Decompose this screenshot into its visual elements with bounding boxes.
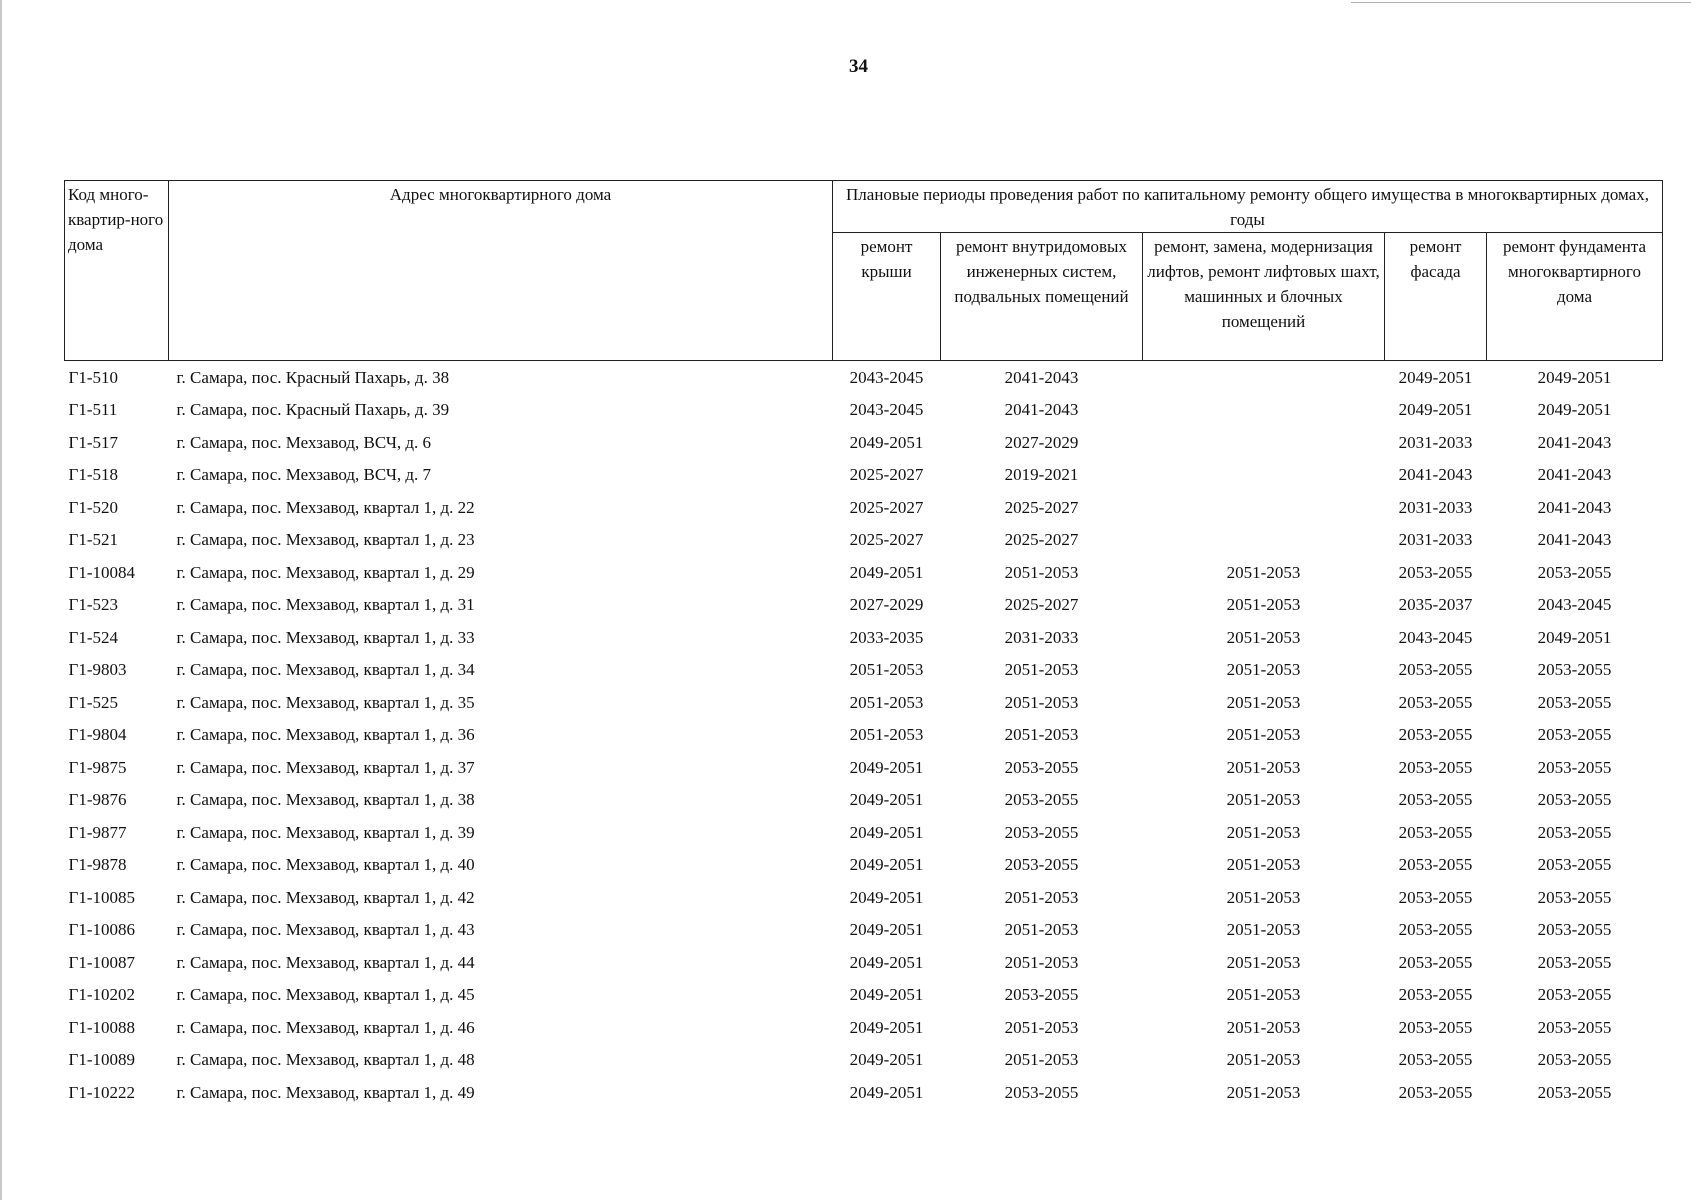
cell-code: Г1-525 — [68, 692, 118, 712]
cell-engineering: 2051-2053 — [1004, 562, 1079, 582]
cell-facade: 2043-2045 — [1398, 627, 1473, 647]
cell-code: Г1-517 — [68, 432, 118, 452]
cell-elevators: 2051-2053 — [1226, 757, 1301, 777]
cell-code: Г1-511 — [68, 400, 118, 420]
cell-roof: 2049-2051 — [849, 887, 924, 907]
cell-address: г. Самара, пос. Мехзавод, квартал 1, д. 35 — [176, 692, 475, 712]
cell-engineering: 2051-2053 — [1004, 952, 1079, 972]
cell-code: Г1-510 — [68, 367, 118, 387]
cell-address: г. Самара, пос. Мехзавод, квартал 1, д. 48 — [176, 1050, 475, 1070]
page-edge — [0, 0, 2, 1200]
cell-code: Г1-10088 — [68, 1017, 135, 1037]
cell-elevators: 2051-2053 — [1226, 1082, 1301, 1102]
table-header — [65, 181, 1663, 361]
cell-code: Г1-10085 — [68, 887, 135, 907]
cell-code: Г1-524 — [68, 627, 118, 647]
cell-foundation: 2049-2051 — [1537, 627, 1612, 647]
cell-code: Г1-10086 — [68, 920, 135, 940]
cell-code: Г1-521 — [68, 530, 118, 550]
table-row — [65, 394, 1663, 427]
cell-facade: 2053-2055 — [1398, 790, 1473, 810]
cell-foundation: 2049-2051 — [1537, 367, 1612, 387]
cell-foundation: 2053-2055 — [1537, 1017, 1612, 1037]
table-row — [65, 849, 1663, 882]
table-row — [65, 914, 1663, 947]
table-row — [65, 719, 1663, 752]
cell-facade: 2053-2055 — [1398, 1017, 1473, 1037]
table-row — [65, 491, 1663, 524]
table-row — [65, 816, 1663, 849]
cell-code: Г1-9875 — [68, 757, 127, 777]
cell-foundation: 2053-2055 — [1537, 822, 1612, 842]
page-number: 34 — [849, 56, 868, 77]
table-row — [65, 621, 1663, 654]
cell-address: г. Самара, пос. Мехзавод, квартал 1, д. 31 — [176, 595, 475, 615]
cell-foundation: 2041-2043 — [1537, 497, 1612, 517]
cell-address: г. Самара, пос. Мехзавод, квартал 1, д. 43 — [176, 920, 475, 940]
table-row — [65, 524, 1663, 557]
cell-foundation: 2053-2055 — [1537, 920, 1612, 940]
table-row — [65, 881, 1663, 914]
cell-engineering: 2051-2053 — [1004, 887, 1079, 907]
table-row — [65, 459, 1663, 492]
cell-roof: 2043-2045 — [849, 367, 924, 387]
cell-address: г. Самара, пос. Мехзавод, квартал 1, д. 49 — [176, 1082, 475, 1102]
cell-address: г. Самара, пос. Мехзавод, ВСЧ, д. 6 — [176, 432, 432, 452]
cell-facade: 2031-2033 — [1398, 497, 1473, 517]
cell-elevators: 2051-2053 — [1226, 660, 1301, 680]
cell-code: Г1-10087 — [68, 952, 135, 972]
cell-elevators — [1143, 426, 1385, 459]
cell-code: Г1-9877 — [68, 822, 127, 842]
cell-engineering: 2053-2055 — [1004, 790, 1079, 810]
header-roof: ремонт крыши — [833, 233, 941, 361]
scan-artifact-line — [1351, 2, 1691, 3]
cell-roof: 2033-2035 — [849, 627, 924, 647]
cell-address: г. Самара, пос. Мехзавод, квартал 1, д. 40 — [176, 855, 475, 875]
cell-address: г. Самара, пос. Мехзавод, квартал 1, д. 34 — [176, 660, 475, 680]
header-address: Адрес многоквартирного дома — [169, 181, 833, 361]
cell-address: г. Самара, пос. Мехзавод, квартал 1, д. 42 — [176, 887, 475, 907]
repair-schedule-table — [64, 180, 1663, 1109]
cell-elevators — [1143, 459, 1385, 492]
table-row — [65, 1076, 1663, 1109]
cell-foundation: 2053-2055 — [1537, 952, 1612, 972]
cell-elevators: 2051-2053 — [1226, 1017, 1301, 1037]
cell-code: Г1-10084 — [68, 562, 135, 582]
cell-engineering: 2027-2029 — [1004, 432, 1079, 452]
table-row — [65, 686, 1663, 719]
header-foundation: ремонт фундамента многоквартирного дома — [1487, 233, 1663, 361]
cell-elevators: 2051-2053 — [1226, 595, 1301, 615]
cell-foundation: 2053-2055 — [1537, 887, 1612, 907]
cell-facade: 2031-2033 — [1398, 530, 1473, 550]
cell-foundation: 2053-2055 — [1537, 1050, 1612, 1070]
cell-facade: 2049-2051 — [1398, 400, 1473, 420]
cell-roof: 2049-2051 — [849, 757, 924, 777]
cell-engineering: 2025-2027 — [1004, 497, 1079, 517]
cell-elevators: 2051-2053 — [1226, 855, 1301, 875]
cell-address: г. Самара, пос. Мехзавод, квартал 1, д. 33 — [176, 627, 475, 647]
cell-facade: 2053-2055 — [1398, 855, 1473, 875]
cell-address: г. Самара, пос. Мехзавод, квартал 1, д. 44 — [176, 952, 475, 972]
cell-engineering: 2053-2055 — [1004, 757, 1079, 777]
cell-code: Г1-523 — [68, 595, 118, 615]
cell-address: г. Самара, пос. Мехзавод, квартал 1, д. 29 — [176, 562, 475, 582]
header-facade: ремонт фасада — [1385, 233, 1487, 361]
cell-facade: 2049-2051 — [1398, 367, 1473, 387]
cell-facade: 2053-2055 — [1398, 920, 1473, 940]
cell-roof: 2049-2051 — [849, 1050, 924, 1070]
cell-address: г. Самара, пос. Мехзавод, квартал 1, д. 38 — [176, 790, 475, 810]
cell-roof: 2051-2053 — [849, 692, 924, 712]
cell-roof: 2049-2051 — [849, 1082, 924, 1102]
cell-facade: 2041-2043 — [1398, 465, 1473, 485]
cell-elevators: 2051-2053 — [1226, 920, 1301, 940]
header-engineering: ремонт внутридомовых инженерных систем, подвальных помещений — [941, 233, 1143, 361]
cell-code: Г1-9804 — [68, 725, 127, 745]
cell-engineering: 2051-2053 — [1004, 1050, 1079, 1070]
cell-elevators — [1143, 394, 1385, 427]
cell-facade: 2053-2055 — [1398, 952, 1473, 972]
header-periods-group: Плановые периоды проведения работ по капитальному ремонту общего имущества в многоквартирных домах, годы — [833, 181, 1663, 233]
table-row — [65, 1044, 1663, 1077]
cell-foundation: 2053-2055 — [1537, 790, 1612, 810]
cell-engineering: 2051-2053 — [1004, 920, 1079, 940]
cell-engineering: 2019-2021 — [1004, 465, 1079, 485]
table-body — [65, 361, 1663, 1109]
cell-roof: 2049-2051 — [849, 562, 924, 582]
cell-roof: 2049-2051 — [849, 790, 924, 810]
table-row — [65, 979, 1663, 1012]
cell-code: Г1-10089 — [68, 1050, 135, 1070]
cell-elevators: 2051-2053 — [1226, 887, 1301, 907]
cell-roof: 2025-2027 — [849, 497, 924, 517]
cell-address: г. Самара, пос. Мехзавод, квартал 1, д. 36 — [176, 725, 475, 745]
cell-facade: 2031-2033 — [1398, 432, 1473, 452]
cell-address: г. Самара, пос. Мехзавод, квартал 1, д. 22 — [176, 497, 475, 517]
cell-engineering: 2051-2053 — [1004, 725, 1079, 745]
table-row — [65, 751, 1663, 784]
table-row — [65, 556, 1663, 589]
cell-code: Г1-9803 — [68, 660, 127, 680]
cell-foundation: 2053-2055 — [1537, 985, 1612, 1005]
cell-roof: 2051-2053 — [849, 725, 924, 745]
cell-facade: 2053-2055 — [1398, 822, 1473, 842]
cell-roof: 2049-2051 — [849, 855, 924, 875]
cell-roof: 2025-2027 — [849, 465, 924, 485]
table-row — [65, 654, 1663, 687]
cell-elevators: 2051-2053 — [1226, 562, 1301, 582]
cell-code: Г1-520 — [68, 497, 118, 517]
cell-engineering: 2053-2055 — [1004, 855, 1079, 875]
cell-code: Г1-10202 — [68, 985, 135, 1005]
cell-elevators: 2051-2053 — [1226, 822, 1301, 842]
cell-roof: 2049-2051 — [849, 985, 924, 1005]
cell-foundation: 2053-2055 — [1537, 692, 1612, 712]
cell-facade: 2053-2055 — [1398, 1082, 1473, 1102]
cell-foundation: 2053-2055 — [1537, 725, 1612, 745]
cell-address: г. Самара, пос. Мехзавод, квартал 1, д. 39 — [176, 822, 475, 842]
cell-roof: 2049-2051 — [849, 822, 924, 842]
cell-foundation: 2053-2055 — [1537, 660, 1612, 680]
cell-facade: 2053-2055 — [1398, 660, 1473, 680]
table-row — [65, 426, 1663, 459]
cell-foundation: 2041-2043 — [1537, 465, 1612, 485]
cell-engineering: 2053-2055 — [1004, 822, 1079, 842]
cell-code: Г1-10222 — [68, 1082, 135, 1102]
table-row — [65, 784, 1663, 817]
cell-engineering: 2025-2027 — [1004, 530, 1079, 550]
table-row — [65, 361, 1663, 394]
cell-engineering: 2025-2027 — [1004, 595, 1079, 615]
cell-engineering: 2053-2055 — [1004, 1082, 1079, 1102]
cell-facade: 2053-2055 — [1398, 562, 1473, 582]
cell-foundation: 2053-2055 — [1537, 562, 1612, 582]
cell-roof: 2043-2045 — [849, 400, 924, 420]
cell-engineering: 2051-2053 — [1004, 660, 1079, 680]
cell-engineering: 2051-2053 — [1004, 1017, 1079, 1037]
cell-code: Г1-9876 — [68, 790, 127, 810]
cell-roof: 2049-2051 — [849, 920, 924, 940]
cell-engineering: 2031-2033 — [1004, 627, 1079, 647]
cell-facade: 2035-2037 — [1398, 595, 1473, 615]
cell-engineering: 2051-2053 — [1004, 692, 1079, 712]
cell-roof: 2049-2051 — [849, 952, 924, 972]
cell-foundation: 2053-2055 — [1537, 855, 1612, 875]
cell-foundation: 2049-2051 — [1537, 400, 1612, 420]
cell-elevators — [1143, 524, 1385, 557]
cell-elevators — [1143, 491, 1385, 524]
cell-address: г. Самара, пос. Мехзавод, квартал 1, д. 37 — [176, 757, 475, 777]
cell-elevators: 2051-2053 — [1226, 790, 1301, 810]
cell-facade: 2053-2055 — [1398, 1050, 1473, 1070]
cell-address: г. Самара, пос. Мехзавод, ВСЧ, д. 7 — [176, 465, 432, 485]
table-row — [65, 589, 1663, 622]
cell-foundation: 2053-2055 — [1537, 1082, 1612, 1102]
cell-foundation: 2043-2045 — [1537, 595, 1612, 615]
cell-foundation: 2053-2055 — [1537, 757, 1612, 777]
cell-elevators: 2051-2053 — [1226, 952, 1301, 972]
cell-roof: 2049-2051 — [849, 432, 924, 452]
cell-engineering: 2041-2043 — [1004, 400, 1079, 420]
cell-engineering: 2041-2043 — [1004, 367, 1079, 387]
cell-elevators: 2051-2053 — [1226, 627, 1301, 647]
cell-facade: 2053-2055 — [1398, 887, 1473, 907]
cell-address: г. Самара, пос. Красный Пахарь, д. 38 — [176, 367, 450, 387]
header-code: Код много-квартир-ного дома — [65, 181, 169, 361]
cell-roof: 2027-2029 — [849, 595, 924, 615]
cell-elevators — [1143, 361, 1385, 394]
cell-foundation: 2041-2043 — [1537, 530, 1612, 550]
cell-address: г. Самара, пос. Мехзавод, квартал 1, д. 45 — [176, 985, 475, 1005]
cell-elevators: 2051-2053 — [1226, 1050, 1301, 1070]
cell-facade: 2053-2055 — [1398, 757, 1473, 777]
cell-facade: 2053-2055 — [1398, 725, 1473, 745]
cell-foundation: 2041-2043 — [1537, 432, 1612, 452]
cell-address: г. Самара, пос. Мехзавод, квартал 1, д. 23 — [176, 530, 475, 550]
cell-roof: 2049-2051 — [849, 1017, 924, 1037]
cell-roof: 2025-2027 — [849, 530, 924, 550]
cell-facade: 2053-2055 — [1398, 985, 1473, 1005]
cell-elevators: 2051-2053 — [1226, 985, 1301, 1005]
cell-engineering: 2053-2055 — [1004, 985, 1079, 1005]
header-elevators: ремонт, замена, модернизация лифтов, ремонт лифтовых шахт, машинных и блочных помещений — [1143, 233, 1385, 361]
cell-facade: 2053-2055 — [1398, 692, 1473, 712]
table-row — [65, 946, 1663, 979]
cell-code: Г1-518 — [68, 465, 118, 485]
cell-roof: 2051-2053 — [849, 660, 924, 680]
cell-address: г. Самара, пос. Мехзавод, квартал 1, д. 46 — [176, 1017, 475, 1037]
cell-address: г. Самара, пос. Красный Пахарь, д. 39 — [176, 400, 450, 420]
table-row — [65, 1011, 1663, 1044]
cell-elevators: 2051-2053 — [1226, 692, 1301, 712]
cell-elevators: 2051-2053 — [1226, 725, 1301, 745]
cell-code: Г1-9878 — [68, 855, 127, 875]
